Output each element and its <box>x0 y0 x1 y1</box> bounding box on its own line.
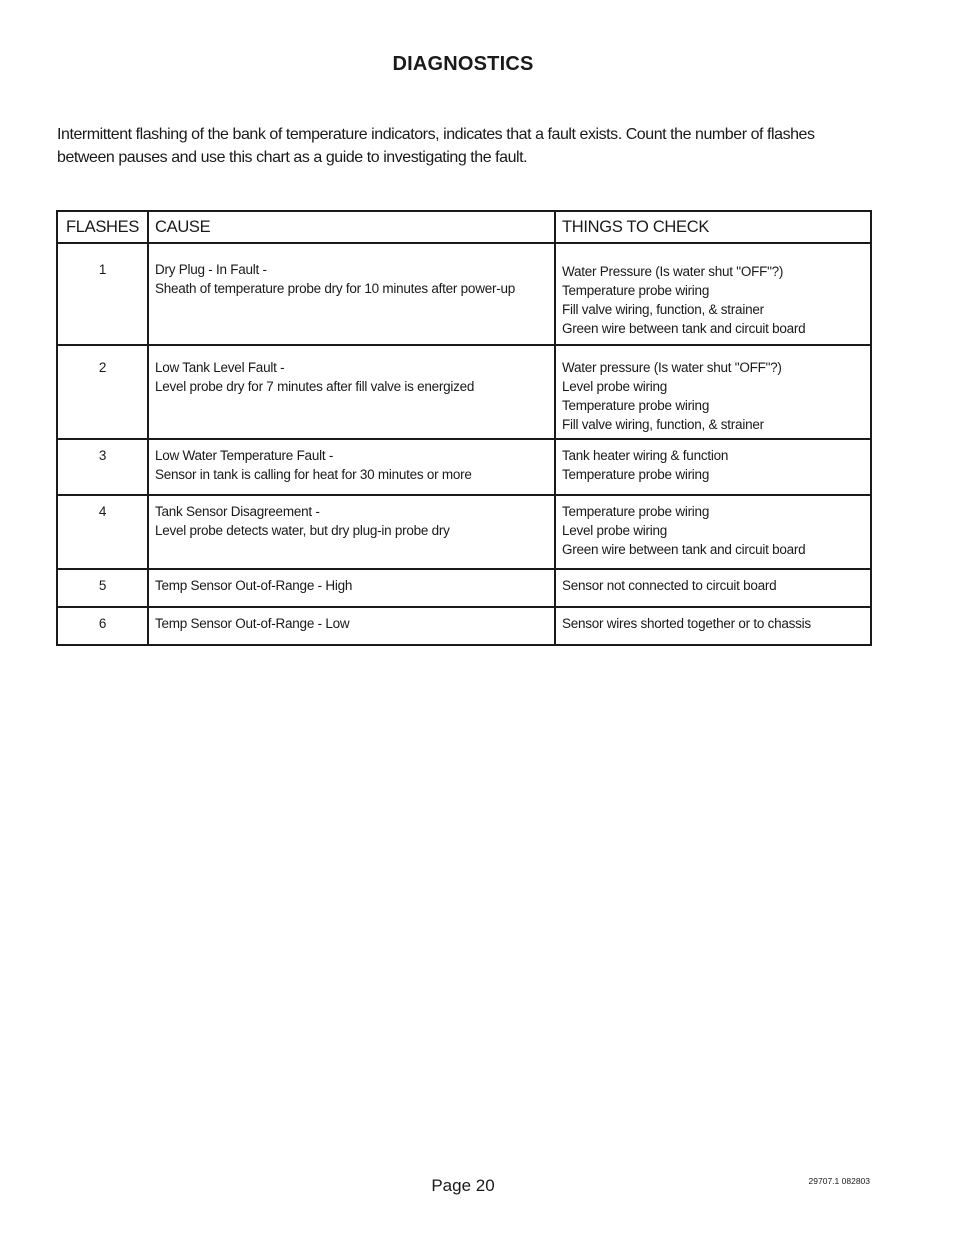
check-line: Green wire between tank and circuit board <box>562 542 806 557</box>
check-line: Fill valve wiring, function, & strainer <box>562 417 764 432</box>
cause-line: Level probe dry for 7 minutes after fill valve is energized <box>155 379 475 394</box>
table-row <box>57 495 871 569</box>
page-title: DIAGNOSTICS <box>392 53 534 75</box>
check-line: Level probe wiring <box>562 523 668 538</box>
check-line: Water pressure (Is water shut "OFF"?) <box>562 360 782 375</box>
diagnostics-table <box>56 210 872 646</box>
cause-line: Tank Sensor Disagreement - <box>155 504 320 519</box>
table-row <box>57 243 871 345</box>
things-cell <box>555 607 871 645</box>
header-things-to-check: THINGS TO CHECK <box>555 211 871 243</box>
page-number: Page 20 <box>431 1176 495 1195</box>
document-code: 29707.1 082803 <box>808 1176 870 1186</box>
check-line: Temperature probe wiring <box>562 283 710 298</box>
table-header-row <box>57 211 871 243</box>
check-line: Sensor not connected to circuit board <box>562 578 777 593</box>
cause-line: Sheath of temperature probe dry for 10 minutes after power-up <box>155 281 515 296</box>
cause-line: Temp Sensor Out-of-Range - High <box>155 578 353 593</box>
header-cause: CAUSE <box>148 211 555 243</box>
check-line: Water Pressure (Is water shut "OFF"?) <box>562 264 784 279</box>
check-line: Green wire between tank and circuit board <box>562 321 806 336</box>
table-row <box>57 569 871 607</box>
things-cell <box>555 495 871 569</box>
flashes-cell: 1 <box>57 243 148 345</box>
cause-line: Low Water Temperature Fault - <box>155 448 334 463</box>
cause-line: Level probe detects water, but dry plug-in probe dry <box>155 523 450 538</box>
check-line: Temperature probe wiring <box>562 467 710 482</box>
things-cell <box>555 569 871 607</box>
intro-line: Intermittent flashing of the bank of temperature indicators, indicates that a fault exists. Count the number of flashes <box>57 126 815 143</box>
flashes-cell: 3 <box>57 439 148 495</box>
cause-cell <box>148 345 555 439</box>
intro-paragraph <box>57 123 887 169</box>
cause-cell <box>148 607 555 645</box>
cause-line: Sensor in tank is calling for heat for 30 minutes or more <box>155 467 472 482</box>
check-line: Temperature probe wiring <box>562 398 710 413</box>
cause-cell <box>148 243 555 345</box>
check-line: Tank heater wiring & function <box>562 448 729 463</box>
things-cell <box>555 243 871 345</box>
intro-line: between pauses and use this chart as a guide to investigating the fault. <box>57 149 528 166</box>
table-row <box>57 345 871 439</box>
check-line: Level probe wiring <box>562 379 668 394</box>
flashes-cell: 2 <box>57 345 148 439</box>
table-row <box>57 607 871 645</box>
check-line: Temperature probe wiring <box>562 504 710 519</box>
flashes-cell: 5 <box>57 569 148 607</box>
table-row <box>57 439 871 495</box>
check-line: Sensor wires shorted together or to chassis <box>562 616 811 631</box>
cause-line: Dry Plug - In Fault - <box>155 262 267 277</box>
cause-cell <box>148 439 555 495</box>
flashes-cell: 4 <box>57 495 148 569</box>
check-line: Fill valve wiring, function, & strainer <box>562 302 764 317</box>
flashes-cell: 6 <box>57 607 148 645</box>
cause-line: Temp Sensor Out-of-Range - Low <box>155 616 350 631</box>
things-cell <box>555 345 871 439</box>
things-cell <box>555 439 871 495</box>
cause-cell <box>148 495 555 569</box>
cause-cell <box>148 569 555 607</box>
cause-line: Low Tank Level Fault - <box>155 360 285 375</box>
header-flashes: FLASHES <box>57 211 148 243</box>
